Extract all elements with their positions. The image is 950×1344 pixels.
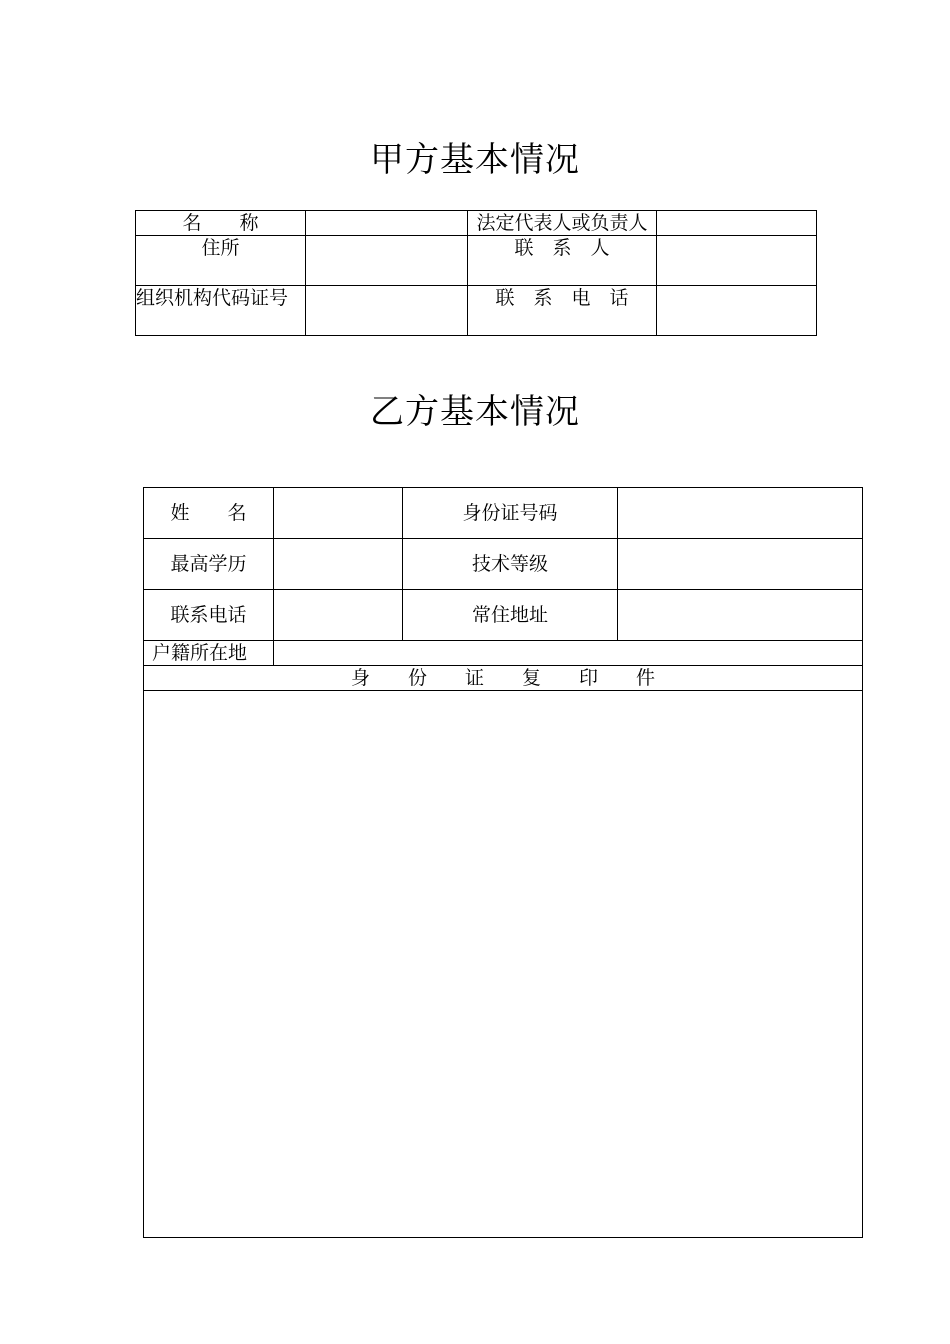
party-b-phone-label: 联系电话 [144,590,274,641]
party-b-hukou-label: 户籍所在地 [144,641,274,666]
party-a-address-field[interactable] [306,236,468,286]
party-b-tech-level-label: 技术等级 [403,539,618,590]
party-b-row-id-copy-area [144,691,863,1238]
party-b-education-field[interactable] [274,539,403,590]
party-a-row-address [136,236,817,286]
party-b-name-field[interactable] [274,488,403,539]
party-a-title: 甲方基本情况 [370,140,580,180]
party-b-table [143,487,863,1238]
party-b-name-label: 姓 名 [144,488,274,539]
party-a-row-org-code [136,286,817,336]
party-a-address-label: 住所 [136,236,306,286]
party-b-tech-level-field[interactable] [618,539,863,590]
party-a-phone-field[interactable] [657,286,817,336]
party-b-id-number-field[interactable] [618,488,863,539]
party-a-name-field[interactable] [306,211,468,236]
party-b-row-education [144,539,863,590]
party-b-id-copy-area[interactable] [144,691,863,1238]
party-b-id-copy-label: 身 份 证 复 印 件 [144,666,863,691]
party-a-contact-field[interactable] [657,236,817,286]
party-a-contact-label: 联 系 人 [468,236,657,286]
party-a-legal-rep-label: 法定代表人或负责人 [468,211,657,236]
party-a-legal-rep-field[interactable] [657,211,817,236]
party-a-phone-label: 联 系 电 话 [468,286,657,336]
party-a-org-code-field[interactable] [306,286,468,336]
party-b-row-name [144,488,863,539]
party-a-row-name [136,211,817,236]
party-b-address-field[interactable] [618,590,863,641]
party-a-table [135,210,817,336]
party-b-education-label: 最高学历 [144,539,274,590]
party-b-phone-field[interactable] [274,590,403,641]
party-a-name-label: 名 称 [136,211,306,236]
party-b-hukou-field[interactable] [274,641,863,666]
party-b-row-hukou [144,641,863,666]
party-b-row-id-copy-header [144,666,863,691]
party-b-address-label: 常住地址 [403,590,618,641]
party-b-id-number-label: 身份证号码 [403,488,618,539]
party-b-title: 乙方基本情况 [370,392,580,432]
party-a-org-code-label: 组织机构代码证号 [136,286,306,336]
party-b-row-phone [144,590,863,641]
